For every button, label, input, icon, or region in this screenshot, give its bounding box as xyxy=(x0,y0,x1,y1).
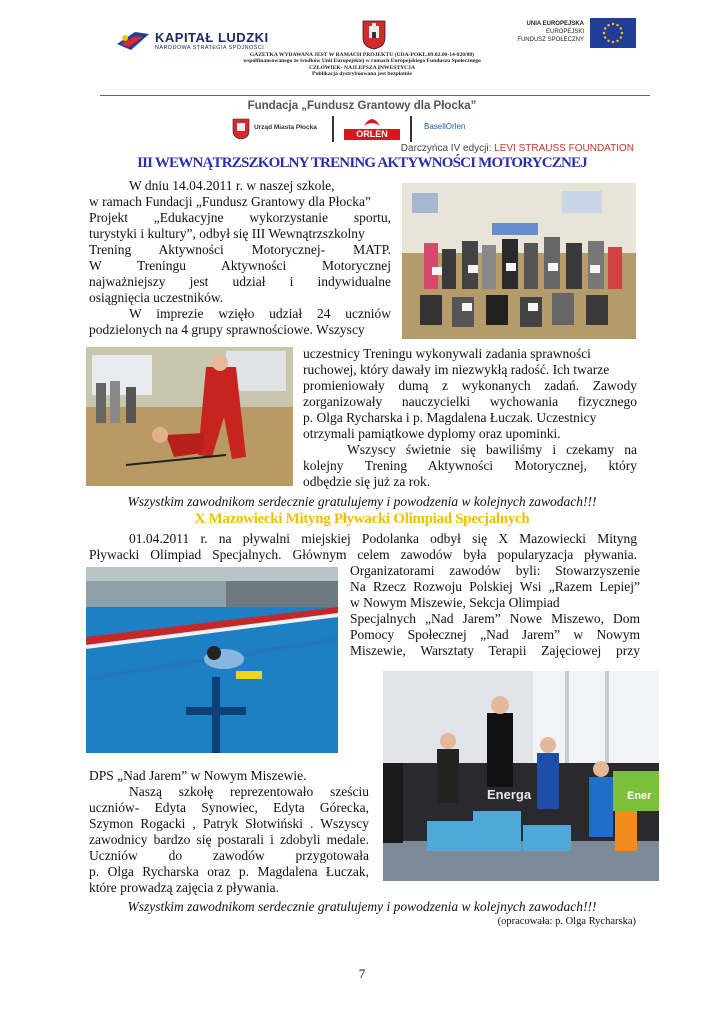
photo-pool xyxy=(86,567,338,753)
kapital-ludzki-title: KAPITAŁ LUDZKI xyxy=(155,30,269,45)
header-divider xyxy=(100,95,650,96)
article-2-closing: Wszystkim zawodnikom serdecznie gratulujemy i powodzenia w kolejnych zawodach!!! xyxy=(127,899,597,914)
podium-banner-2: Ener xyxy=(627,790,652,802)
eu-flag-icon xyxy=(590,18,636,48)
donor-prefix: Darczyńca IV edycji: xyxy=(400,143,495,154)
eu-star xyxy=(620,36,622,38)
donor-line xyxy=(400,143,634,154)
article-1-line-1: W dniu 14.04.2011 r. w naszej szkole, xyxy=(129,178,335,193)
eu-line-3: FUNDUSZ SPOŁECZNY xyxy=(517,37,584,43)
article-2-line-9: DPS „Nad Jarem” w Nowym Miszewie. xyxy=(89,768,307,783)
eu-star xyxy=(621,32,623,34)
article-2-line-8: Miszewie, Warsztaty Terapii Zajęciowej przy xyxy=(350,643,640,658)
article-2-line-4: Na Rzecz Rozwoju Polskiej Wsi „Razem Lepiej” xyxy=(350,579,640,594)
article-1-line-16: otrzymali pamiątkowe dyplomy oraz upominki. xyxy=(303,426,561,441)
page-number: 7 xyxy=(358,966,366,981)
kapital-ludzki-subtitle: NARODOWA STRATEGIA SPÓJNOŚCI xyxy=(155,45,264,51)
header-line-3: CZŁOWIEK- NAJLEPSZA INWESTYCJA xyxy=(309,64,415,71)
eu-star xyxy=(607,40,609,42)
kapital-ludzki-flag-icon xyxy=(117,30,149,52)
eu-logo-block xyxy=(488,18,636,50)
sponsor-orlen xyxy=(344,116,400,142)
article-2-line-2: Pływacki Olimpiad Specjalnych. Głównym celem zawodów była popularyzacja pływania. xyxy=(89,547,637,562)
article-1-line-18: kolejny Trening Aktywności Motorycznej, który xyxy=(303,458,637,473)
article-1-line-2: w ramach Fundacji „Fundusz Grantowy dla Płocka” xyxy=(89,194,371,209)
article-2-line-7: Pomocy Społecznej „Nad Jarem” w Nowym xyxy=(350,627,640,642)
article-2-line-15: p. Olga Rycharska oraz p. Magdalena Łuczak, xyxy=(89,864,369,879)
eu-line-1: UNIA EUROPEJSKA xyxy=(526,21,584,27)
article-2-line-14: Uczniów do zawodów przygotowała xyxy=(89,848,369,863)
sponsor-1-label: Urząd Miasta Płocka xyxy=(254,124,317,131)
sponsor-separator-1 xyxy=(332,116,334,142)
article-1-line-19: odbędzie się już za rok. xyxy=(303,474,431,489)
eu-star xyxy=(612,23,614,25)
plock-crest-small-icon xyxy=(232,118,250,140)
article-1-line-3: Projekt „Edukacyjne wykorzystanie sportu, xyxy=(89,210,391,225)
photo-podium xyxy=(383,671,659,881)
article-2-line-5: w Nowym Miszewie, Sekcja Olimpiad xyxy=(350,595,560,610)
eu-star xyxy=(607,24,609,26)
article-1-line-7: najważniejszy jest udział i indywidualne xyxy=(89,274,391,289)
project-header xyxy=(140,52,584,78)
eu-star xyxy=(612,41,614,43)
article-1-line-14: zorganizowały nauczycielki wychowania fizycznego xyxy=(303,394,637,409)
header-line-1: GAZETKA WYDAWANA JEST W RAMACH PROJEKTU (UDA-POKL.09.02.00-14-020/08) xyxy=(249,52,475,58)
podium-banner-1: Energa xyxy=(487,787,532,802)
article-1-line-10: podzielonych na 4 grupy sprawnościowe. Wszyscy xyxy=(89,322,365,337)
article-1-line-11: uczestnicy Treningu wykonywali zadania sprawności xyxy=(303,346,591,361)
sponsor-basell xyxy=(420,116,490,142)
article-2-line-1: 01.04.2011 r. na pływalni miejskiej Podolanka odbył się X Mazowiecki Mityng xyxy=(129,531,637,546)
article-2-line-10: Naszą szkołę reprezentowało sześciu xyxy=(129,784,369,799)
photo-group-image xyxy=(402,183,636,339)
author-credit: (opracowała: p. Olga Rycharska) xyxy=(497,916,636,927)
header-line-4: Publikacja dystrybuowana jest bezpłatnie xyxy=(312,71,412,78)
sponsor-separator-2 xyxy=(410,116,412,142)
orlen-eagle-icon xyxy=(364,116,380,128)
sponsor-um-plock xyxy=(232,116,317,142)
eu-star xyxy=(620,27,622,29)
eu-star xyxy=(616,40,618,42)
eu-star xyxy=(616,24,618,26)
article-1-line-12: ruchowej, który dawały im niezwykłą radość. Ich twarze xyxy=(303,362,610,377)
article-1-line-5: Trening Aktywności Motorycznej- MATP. xyxy=(89,242,391,257)
article-2-line-3: Organizatorami zawodów byli: Stowarzyszenie xyxy=(350,563,640,578)
article-1-line-4: turystyki i kultury”, odbył się III Wewnątrzszkolny xyxy=(89,226,365,241)
article-1-line-6: W Treningu Aktywności Motorycznej xyxy=(89,258,391,273)
photo-podium-image xyxy=(383,671,659,881)
photo-group xyxy=(402,183,636,339)
sponsor-logos xyxy=(232,116,492,142)
article-2-title: X Mazowiecki Mityng Pływacki Olimpiad Specjalnych xyxy=(194,511,530,527)
plock-crest-icon xyxy=(362,20,386,50)
photo-pool-image xyxy=(86,567,338,753)
article-2-line-11: uczniów- Edyta Synowiec, Edyta Górecka, xyxy=(89,800,369,815)
eu-star xyxy=(604,36,606,38)
eu-text xyxy=(517,20,584,44)
article-2-line-6: Specjalnych „Nad Jarem” Nowe Miszewo, Dom xyxy=(350,611,640,626)
eu-line-2: EUROPEJSKI xyxy=(545,29,584,35)
fund-title: Fundacja „Fundusz Grantowy dla Płocka” xyxy=(247,100,477,112)
eu-star xyxy=(603,32,605,34)
article-1-title: III WEWNĄTRZSZKOLNY TRENING AKTYWNOŚCI MOTORYCZNEJ xyxy=(137,155,587,171)
donor-name: LEVI STRAUSS FOUNDATION xyxy=(494,143,634,154)
article-1-line-17: Wszyscy świetnie się bawiliśmy i czekamy na xyxy=(347,442,637,457)
article-1-line-15: p. Olga Rycharska i p. Magdalena Łuczak. Uczestnicy xyxy=(303,410,597,425)
article-1-closing: Wszystkim zawodnikom serdecznie gratulujemy i powodzenia w kolejnych zawodach!!! xyxy=(127,494,597,509)
photo-training xyxy=(86,347,293,486)
article-1-line-13: promieniowały dumą z wykonanych zadań. Zawody xyxy=(303,378,637,393)
article-2-line-16: które prowadzą zajęcia z pływania. xyxy=(89,880,280,895)
article-2-line-13: zawodnicy bardzo się postarali i zdobyli medale. xyxy=(89,832,369,847)
sponsor-2-label: ORLEN xyxy=(344,129,400,140)
header-line-2: współfinansowanego ze środków Unii Europejskiej w ramach Europejskiego Funduszu Społecznego xyxy=(243,58,481,65)
article-1-line-8: osiągnięcia uczestników. xyxy=(89,290,224,305)
sponsor-3-label: BasellOrlen xyxy=(424,122,466,131)
article-1-line-9: W imprezie wzięło udział 24 uczniów xyxy=(129,306,391,321)
article-2-line-12: Szymon Rogacki , Patryk Słotwiński . Wszyscy xyxy=(89,816,369,831)
eu-star xyxy=(604,27,606,29)
photo-training-image xyxy=(86,347,293,486)
